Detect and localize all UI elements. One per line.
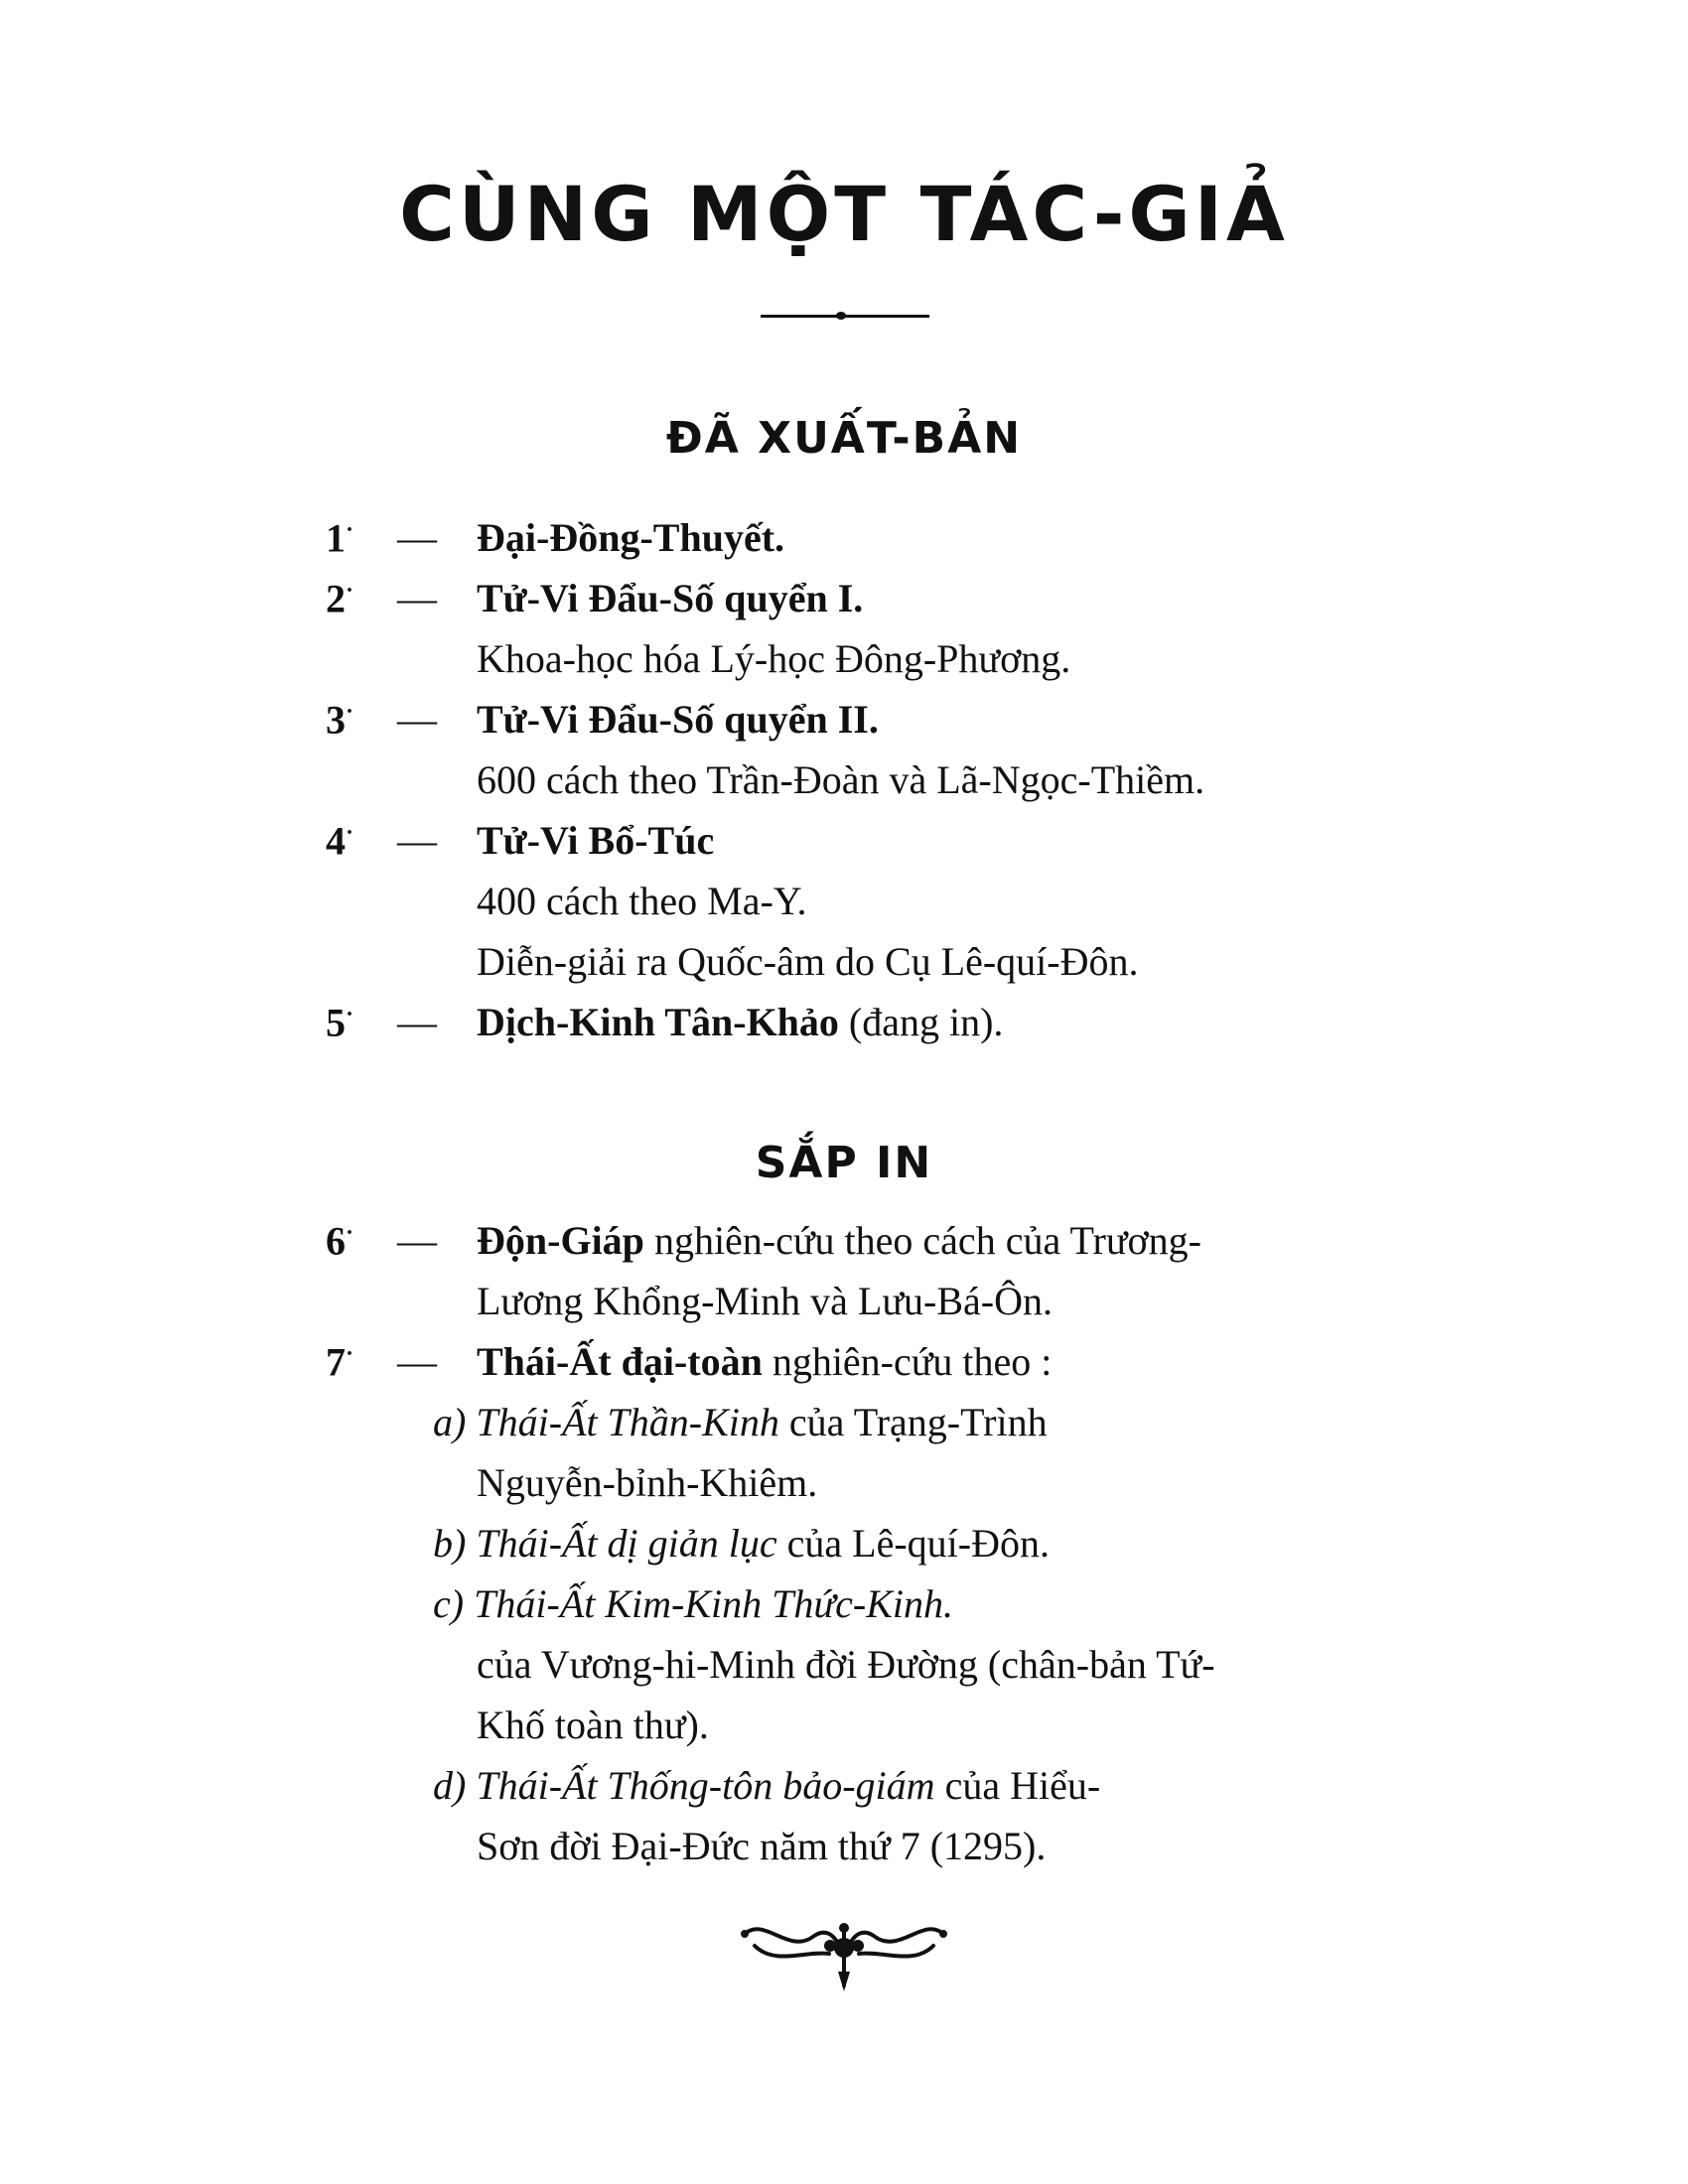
item-title: Đại-Đồng-Thuyết. <box>477 515 785 560</box>
item-number: 5· <box>326 1000 354 1045</box>
item-number: 1· <box>326 515 354 561</box>
sub-item-text-cont: của Vương-hi-Minh đời Đường (chân-bản Tứ- <box>477 1642 1215 1687</box>
title-divider <box>761 315 929 318</box>
item-title-line <box>477 1339 1053 1384</box>
item-subtitle: Khoa-học hóa Lý-học Đông-Phương. <box>477 636 1071 681</box>
heading-published: ĐÃ XUẤT-BẢN <box>665 413 1023 464</box>
item-note: Diễn-giải ra Quốc-âm do Cụ Lê-quí-Đôn. <box>477 939 1139 984</box>
sub-item-text: của Lê-quí-Đôn. <box>786 1521 1050 1566</box>
sub-item <box>433 1763 1101 1808</box>
item-dash: — <box>397 576 437 620</box>
item-note: (đang in). <box>848 1000 1004 1044</box>
page-title: CÙNG MỘT TÁC-GIẢ <box>399 170 1289 258</box>
item-dash: — <box>397 818 437 863</box>
sub-item-text: của Trạng-Trình <box>788 1400 1048 1444</box>
item-title: Tử-Vi Bổ-Túc <box>477 818 715 863</box>
sub-item-text-cont: Sơn đời Đại-Đức năm thứ 7 (1295). <box>477 1824 1047 1868</box>
heading-forthcoming: SẮP IN <box>755 1138 933 1188</box>
item-number: 2· <box>326 576 354 621</box>
sub-item-label: c) <box>433 1581 465 1626</box>
item-text-cont: Lương Khổng-Minh và Lưu-Bá-Ôn. <box>477 1279 1053 1323</box>
item-title: Tử-Vi Đẩu-Số quyển II. <box>477 697 879 742</box>
sub-item-label: b) <box>433 1521 467 1566</box>
ornament-flourish <box>735 1906 953 1995</box>
item-number: 7· <box>326 1339 354 1385</box>
item-title: Thái-Ất đại-toàn <box>477 1339 763 1384</box>
item-text: nghiên-cứu theo : <box>772 1339 1053 1384</box>
item-subtitle: 600 cách theo Trần-Đoàn và Lã-Ngọc-Thiềm. <box>477 757 1205 802</box>
item-dash: — <box>397 515 437 560</box>
sub-item-work: Thái-Ất dị giản lục <box>476 1521 777 1566</box>
item-title-line <box>477 1000 1004 1044</box>
sub-item-label: d) <box>433 1763 467 1808</box>
item-dash: — <box>397 1000 437 1044</box>
item-number: 6· <box>326 1218 354 1264</box>
divider-dot <box>836 312 846 320</box>
item-title: Dịch-Kinh Tân-Khảo <box>477 1000 839 1044</box>
item-number: 3· <box>326 697 354 743</box>
sub-item <box>433 1521 1050 1566</box>
item-text: nghiên-cứu theo cách của Trương- <box>653 1218 1201 1263</box>
item-title: Tử-Vi Đẩu-Số quyển I. <box>477 576 864 620</box>
sub-item-text-cont: Khố toàn thư). <box>477 1703 709 1747</box>
item-dash: — <box>397 1339 437 1384</box>
sub-item-label: a) <box>433 1400 467 1444</box>
item-dash: — <box>397 697 437 742</box>
sub-item <box>433 1581 954 1626</box>
sub-item-text-cont: Nguyễn-bỉnh-Khiêm. <box>477 1460 818 1505</box>
sub-item <box>433 1400 1048 1444</box>
item-dash: — <box>397 1218 437 1263</box>
sub-item-work: Thái-Ất Kim-Kinh Thức-Kinh. <box>474 1581 954 1626</box>
item-number: 4· <box>326 818 354 864</box>
item-title: Độn-Giáp <box>477 1218 644 1263</box>
item-subtitle: 400 cách theo Ma-Y. <box>477 879 807 923</box>
sub-item-work: Thái-Ất Thần-Kinh <box>476 1400 779 1444</box>
item-title-line <box>477 1218 1201 1263</box>
sub-item-work: Thái-Ất Thống-tôn bảo-giám <box>476 1763 935 1808</box>
sub-item-text: của Hiểu- <box>944 1763 1101 1808</box>
